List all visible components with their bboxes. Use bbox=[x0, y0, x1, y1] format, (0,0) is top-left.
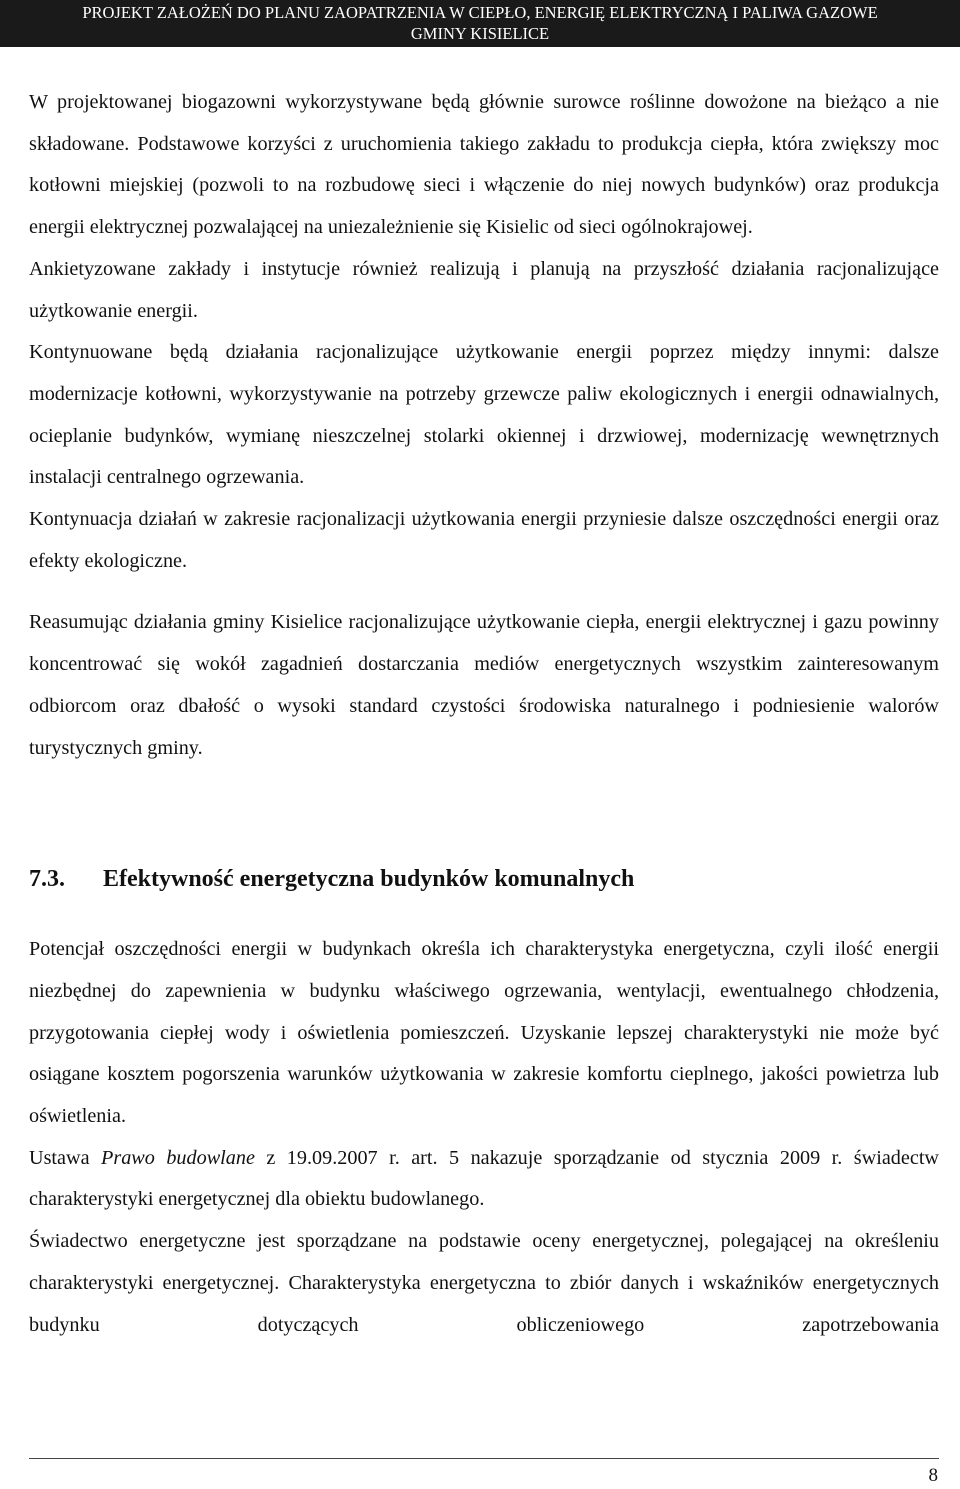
header-subtitle: GMINY KISIELICE bbox=[410, 24, 550, 43]
paragraph-law: Ustawa Prawo budowlane z 19.09.2007 r. art. 5 nakazuje sporządzanie od stycznia 2009 r. świadectw charakterystyki energetycznej dla obiektu budowlanego. bbox=[29, 1146, 940, 1211]
paragraph-summary: Reasumując działania gminy Kisielice racjonalizujące użytkowanie ciepła, energii elektrycznej i gazu powinny koncentrować się wokół zagadnień dostarczania mediów energetycznych wszystkim zainteresowanym odbiorcom oraz dbałość o wysoki standard czystości środowiska naturalnego i podniesienie walorów turystycznych gminy. bbox=[29, 611, 939, 759]
footer-divider bbox=[29, 1458, 939, 1459]
section-heading bbox=[29, 859, 939, 899]
paragraph-certificate: Świadectwo energetyczne jest sporządzane na podstawie oceny energetycznej, polegającej na określeniu charakterystyki energetycznej. Charakterystyka energetyczna to zbiór danych i wskaźników energetycznych budynku dotyczących obliczeniowego zapotrzebowania bbox=[29, 1230, 939, 1336]
page-number: 8 bbox=[928, 1465, 938, 1486]
section-title: Efektywność energetyczna budynków komunalnych bbox=[103, 866, 635, 893]
paragraph-biogas: W projektowanej biogazowni wykorzystywane będą głównie surowce roślinne dowożone na bieżąco a nie składowane. Podstawowe korzyści z uruchomienia takiego zakładu to produkcja ciepła, która zwiększy moc kotłowni miejskiej (pozwoli to na rozbudowę sieci i włączenie do niej nowych budynków) oraz produkcja energii elektrycznej pozwalającej na uniezależnienie się Kisielic od sieci ogólnokrajowej. bbox=[29, 91, 939, 239]
paragraph-surveyed-plants: Ankietyzowane zakłady i instytucje również realizują i planują na przyszłość działania racjonalizujące użytkowanie energii. bbox=[29, 257, 939, 322]
page-header bbox=[0, 0, 960, 47]
paragraph-potential: Potencjał oszczędności energii w budynkach określa ich charakterystyka energetyczna, czyli ilość energii niezbędnej do zapewnienia w budynku właściwego ogrzewania, wentylacji, ewentualnego chłodzenia, przygotowania ciepłej wody i oświetlenia pomieszczeń. Uzyskanie lepszej charakterystyki nie może być osiągane kosztem pogorszenia warunków użytkowania w zakresie komfortu cieplnego, jakości powietrza lub oświetlenia. bbox=[29, 938, 939, 1128]
document-body bbox=[29, 82, 939, 1346]
law-name: Prawo budowlane bbox=[101, 1146, 255, 1169]
paragraph-continuation: Kontynuacja działań w zakresie racjonalizacji użytkowania energii przyniesie dalsze oszczędności energii oraz efekty ekologiczne. bbox=[29, 508, 939, 572]
header-title: PROJEKT ZAŁOŻEŃ DO PLANU ZAOPATRZENIA W CIEPŁO, ENERGIĘ ELEKTRYCZNĄ I PALIWA GAZOWE bbox=[82, 3, 878, 22]
section-number: 7.3. bbox=[29, 866, 65, 893]
paragraph-continued-actions: Kontynuowane będą działania racjonalizujące użytkowanie energii poprzez między innymi: dalsze modernizacje kotłowni, wykorzystywanie na potrzeby grzewcze paliw ekologicznych i energii odnawialnych, ocieplanie budynków, wymianę nieszczelnej stolarki okiennej i drzwiowej, modernizację wewnętrznych instalacji centralnego ogrzewania. bbox=[29, 341, 939, 489]
